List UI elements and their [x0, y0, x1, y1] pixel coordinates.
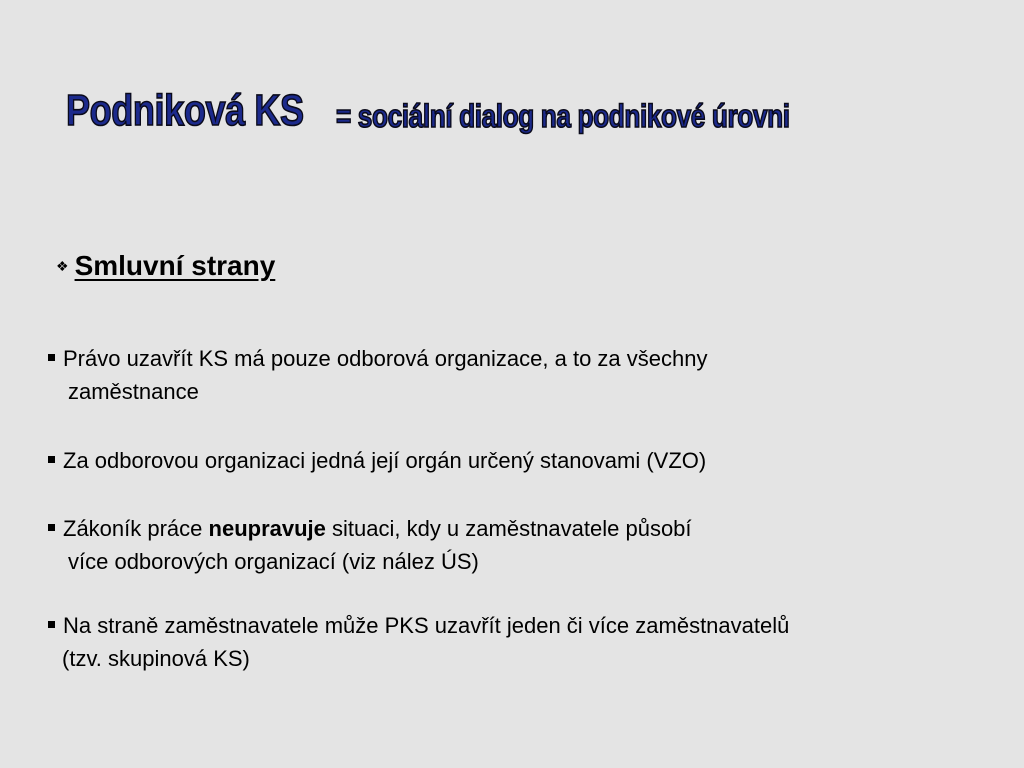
slide-title-main: Podniková KS — [66, 86, 304, 135]
bullet-item — [48, 609, 789, 675]
bullet-text: Za odborovou organizaci jedná její orgán určený stanovami (VZO) — [63, 448, 707, 473]
square-bullet-icon — [48, 456, 55, 463]
bullet-text-continuation: zaměstnance — [68, 379, 199, 404]
section-heading — [56, 250, 275, 282]
bullet-text-before: Zákoník práce — [63, 516, 209, 541]
diamond-bullet-icon: ❖ — [56, 258, 69, 274]
bullet-text-continuation: více odborových organizací (viz nález ÚS) — [68, 549, 479, 574]
bullet-text: Právo uzavřít KS má pouze odborová organizace, a to za všechny — [63, 346, 708, 371]
bullet-text-emphasis: neupravuje — [208, 516, 326, 541]
bullet-item — [48, 444, 706, 477]
bullet-item — [48, 512, 692, 578]
square-bullet-icon — [48, 354, 55, 361]
bullet-text-after: situaci, kdy u zaměstnavatele působí — [325, 516, 692, 541]
section-heading-label: Smluvní strany — [74, 250, 276, 281]
bullet-item — [48, 342, 707, 408]
bullet-text: Na straně zaměstnavatele může PKS uzavřít jeden či více zaměstnavatelů — [63, 613, 790, 638]
bullet-text-continuation: (tzv. skupinová KS) — [62, 646, 250, 671]
square-bullet-icon — [48, 621, 55, 628]
slide-title — [66, 86, 790, 136]
square-bullet-icon — [48, 524, 55, 531]
slide-title-subtitle: = sociální dialog na podnikové úrovni — [336, 98, 790, 134]
